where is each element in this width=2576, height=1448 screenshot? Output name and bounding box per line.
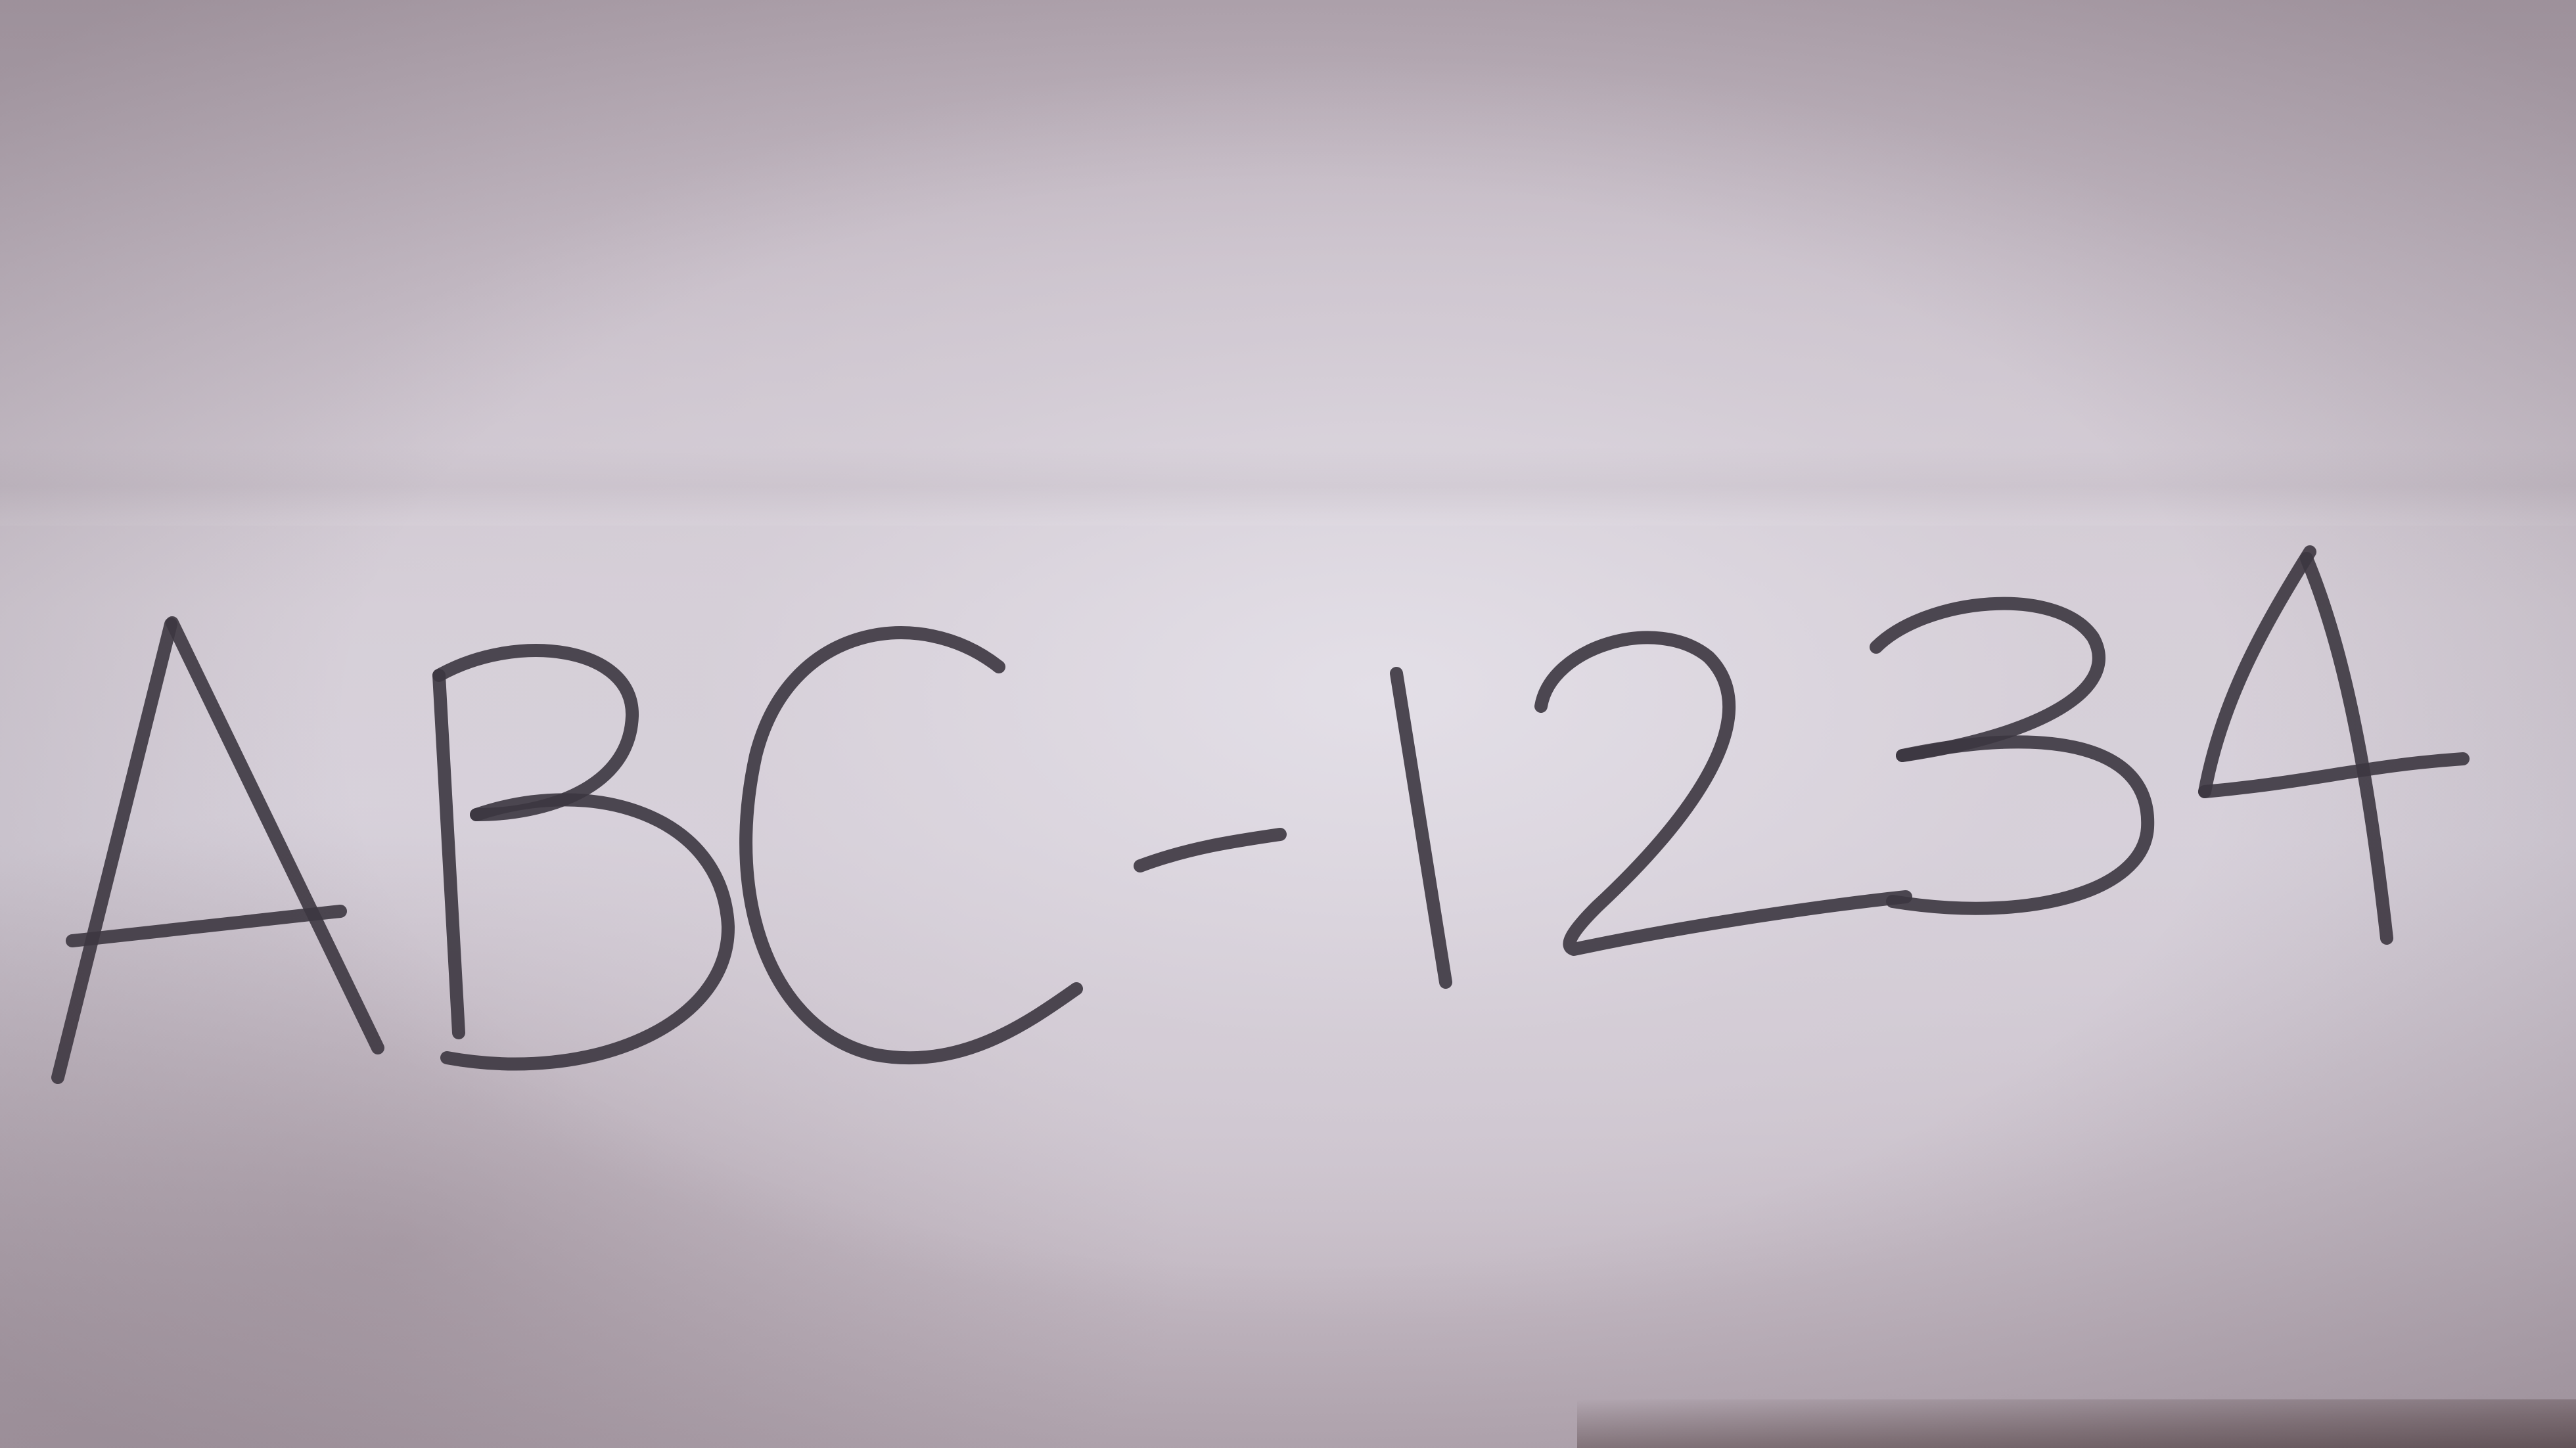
handwritten-digit-3 [1876,604,2148,909]
handwritten-digit-4 [2205,552,2463,938]
handwritten-digit-2 [1541,637,1906,949]
handwritten-digit-1 [1396,673,1446,982]
handwritten-letter-a [58,623,378,1077]
handwritten-hyphen [1140,834,1280,866]
table-edge-shadow [1577,1399,2576,1448]
handwritten-letter-b [439,650,728,1064]
handwritten-letter-c [746,633,1076,1058]
